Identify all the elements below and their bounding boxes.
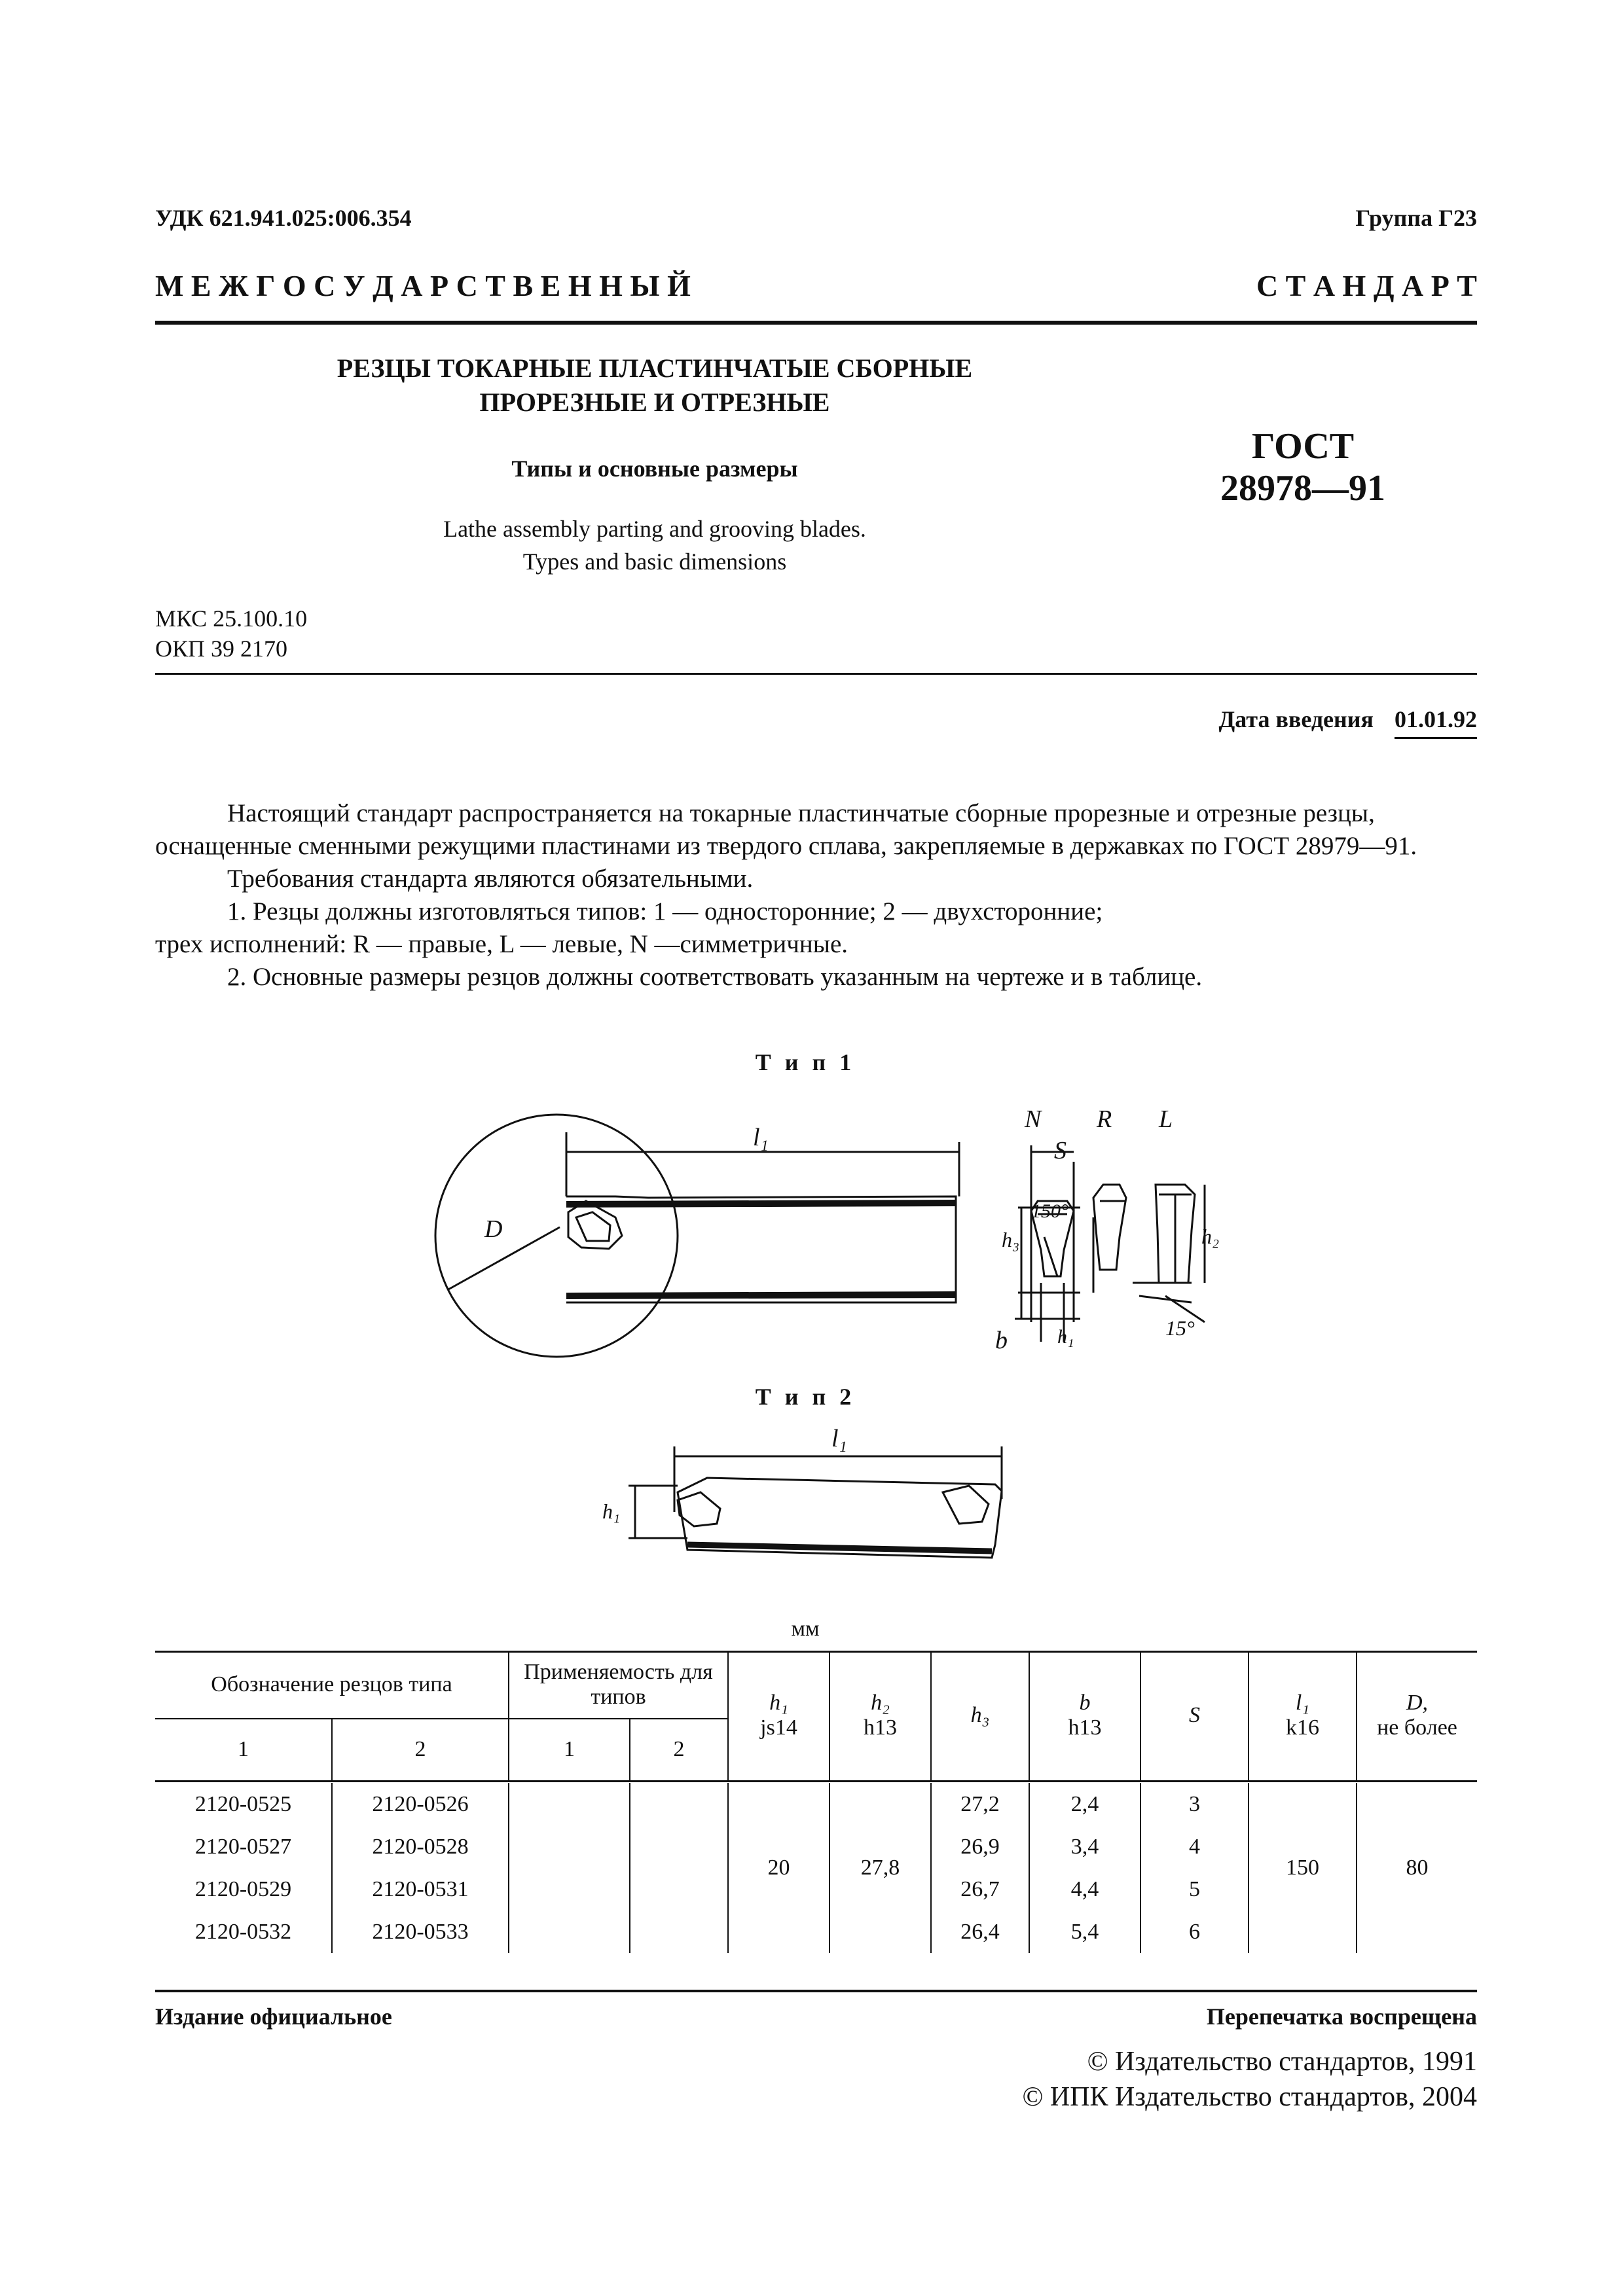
header-h3: [931, 1651, 1029, 1781]
cell-applicability-2: [630, 1910, 728, 1953]
header-b: [1029, 1651, 1140, 1781]
reprint-note: Перепечатка воспрещена: [1206, 2003, 1477, 2030]
cell-s: 4: [1140, 1825, 1249, 1868]
mks-code: МКС 25.100.10: [155, 605, 308, 632]
udk-code: УДК 621.941.025:006.354: [155, 205, 412, 231]
cell-s: 5: [1140, 1868, 1249, 1910]
table-units: мм: [791, 1617, 820, 1641]
header-h2-symbol: h₂: [871, 1691, 890, 1715]
codes-rule: [155, 673, 1477, 675]
cell-type2: 2120-0533: [332, 1910, 509, 1953]
header-l1-tolerance: k16: [1286, 1715, 1319, 1740]
header-d: [1357, 1651, 1477, 1781]
paragraph-requirements: Требования стандарта являются обязательными.: [227, 865, 754, 893]
copyright-block: [1022, 2044, 1477, 2115]
figure-1-label-h1: h₁: [1057, 1326, 1074, 1348]
cell-l1: 150: [1249, 1783, 1357, 1953]
gost-number: 28978—91: [1220, 468, 1385, 509]
subheader-type-2: 2: [332, 1719, 509, 1781]
cell-type1: 2120-0525: [194, 1791, 292, 1816]
banner-right: С Т А Н Д А Р Т: [1256, 269, 1477, 302]
okp-code: ОКП 39 2170: [155, 636, 288, 662]
paragraph-dimensions: 2. Основные размеры резцов должны соответствовать указанным на чертеже и в таблице.: [227, 963, 1203, 991]
header-h1-symbol: h₁: [769, 1691, 788, 1715]
footer-rule: [155, 1990, 1477, 1992]
intro-date-label: Дата введения: [1218, 706, 1374, 732]
cell-b: 4,4: [1029, 1868, 1140, 1910]
header-h1: [728, 1651, 830, 1781]
group-code: Группа Г23: [1355, 205, 1477, 231]
figure-1-label-d: D: [484, 1215, 503, 1243]
figure-1-blade-outline: [566, 1196, 956, 1302]
cell-applicability-2: [630, 1783, 728, 1825]
figure-1-label-h2: h₂: [1201, 1225, 1220, 1248]
cell-type1: 2120-0529: [194, 1876, 292, 1901]
header-applicability: Применяемость для типов: [509, 1651, 728, 1719]
figure-2-insert-left: [678, 1492, 720, 1526]
body-text: [155, 797, 1477, 994]
header-h2-tolerance: h13: [864, 1715, 897, 1740]
header-l1: [1249, 1651, 1357, 1781]
cell-b: 5,4: [1029, 1910, 1140, 1953]
cell-applicability-1: [509, 1783, 630, 1825]
figure-1-label-r: R: [1097, 1105, 1112, 1133]
cell-applicability-1: [509, 1868, 630, 1910]
figure-2-insert-right: [943, 1486, 989, 1524]
english-title: [196, 512, 1113, 578]
document-title: [196, 351, 1113, 420]
figure-1-caption: Т и п 1: [755, 1049, 856, 1075]
cell-type1: 2120-0532: [194, 1919, 292, 1944]
cell-b: 2,4: [1029, 1783, 1140, 1825]
copyright-2004: © ИПК Издательство стандартов, 2004: [1022, 2082, 1477, 2112]
paragraph-types: 1. Резцы должны изготовляться типов: 1 — односторонние; 2 — двухсторонние;: [227, 897, 1103, 925]
header-b-tolerance: h13: [1068, 1715, 1102, 1740]
intro-date-value: 01.01.92: [1395, 706, 1477, 739]
cell-s: 6: [1140, 1910, 1249, 1953]
figure-1-label-l1: l₁: [753, 1124, 769, 1151]
cell-applicability-2: [630, 1825, 728, 1868]
figure-2-label-l1: l₁: [831, 1425, 847, 1452]
figure-1-label-s: S: [1054, 1137, 1067, 1164]
header-h2: [830, 1651, 931, 1781]
title-line-1: РЕЗЦЫ ТОКАРНЫЕ ПЛАСТИНЧАТЫЕ СБОРНЫЕ: [337, 353, 973, 383]
figure-2-caption: Т и п 2: [755, 1384, 856, 1410]
english-title-line-2: Types and basic dimensions: [522, 548, 787, 575]
cell-d: 80: [1357, 1783, 1477, 1953]
cell-h3: 26,7: [931, 1868, 1029, 1910]
header-h3-symbol: h₃: [970, 1703, 990, 1728]
cell-h3: 26,9: [931, 1825, 1029, 1868]
cell-h1: 20: [728, 1783, 830, 1953]
classification-codes: [155, 603, 307, 664]
cell-type2: 2120-0528: [332, 1825, 509, 1868]
copyright-1991: © Издательство стандартов, 1991: [1087, 2047, 1477, 2077]
title-line-2: ПРОРЕЗНЫЕ И ОТРЕЗНЫЕ: [479, 387, 830, 417]
gost-label: ГОСТ: [1251, 426, 1355, 467]
cell-applicability-2: [630, 1868, 728, 1910]
header-rule: [155, 321, 1477, 325]
figure-1-label-l: L: [1159, 1105, 1173, 1133]
cell-type2: 2120-0531: [332, 1868, 509, 1910]
subtitle: Типы и основные размеры: [511, 456, 798, 482]
figure-1-drawing: [419, 1086, 1296, 1374]
english-title-line-1: Lathe assembly parting and grooving blades.: [443, 516, 866, 542]
cell-h2: 27,8: [830, 1783, 931, 1953]
header-d-note: не более: [1377, 1715, 1457, 1740]
intro-date: [1219, 706, 1478, 739]
subheader-applicability-1: 1: [509, 1719, 630, 1781]
paragraph-scope: Настоящий стандарт распространяется на токарные пластинчатые сборные прорезные и отрезные резцы, оснащенные сменными режущими пластинами из твердого сплава, закрепляемые в державках по ГОСТ 28979—91.: [155, 799, 1417, 860]
figure-1-label-angle150: 150°: [1031, 1200, 1068, 1222]
header-d-symbol: D,: [1406, 1691, 1429, 1715]
figure-1-label-n: N: [1025, 1105, 1042, 1133]
paragraph-variants: трех исполнений: R — правые, L — левые, N —симметричные.: [155, 930, 848, 958]
header-s: [1140, 1651, 1249, 1781]
header-l1-symbol: l₁: [1295, 1691, 1310, 1715]
cell-s: 3: [1140, 1783, 1249, 1825]
subheader-type-1: 1: [238, 1737, 249, 1762]
header-designation: Обозначение резцов типа: [155, 1651, 509, 1719]
dimensions-table: [155, 1651, 1477, 1953]
figure-1-label-b: b: [995, 1327, 1008, 1354]
cell-b: 3,4: [1029, 1825, 1140, 1868]
cell-h3: 26,4: [931, 1910, 1029, 1953]
edition-note: Издание официальное: [155, 2003, 392, 2030]
cell-applicability-1: [509, 1825, 630, 1868]
cell-applicability-1: [509, 1910, 630, 1953]
figure-2-label-h1: h₁: [602, 1499, 621, 1523]
table-row: [155, 1783, 1477, 1825]
gost-designation: [1178, 425, 1427, 509]
cell-type2: 2120-0526: [332, 1783, 509, 1825]
figure-1-profile-r: [1093, 1185, 1126, 1270]
cell-type1: 2120-0527: [194, 1834, 292, 1859]
figure-1-label-angle15: 15°: [1165, 1316, 1195, 1340]
header-b-symbol: b: [1079, 1691, 1091, 1715]
header-s-symbol: S: [1189, 1703, 1200, 1728]
figure-2-drawing: [602, 1420, 1048, 1590]
header-h1-tolerance: js14: [760, 1715, 797, 1740]
cell-h3: 27,2: [931, 1783, 1029, 1825]
banner-left: М Е Ж Г О С У Д А Р С Т В Е Н Н Ы Й: [155, 269, 691, 302]
figure-1-label-h3: h₃: [1002, 1228, 1020, 1251]
subheader-applicability-2: 2: [630, 1719, 728, 1781]
